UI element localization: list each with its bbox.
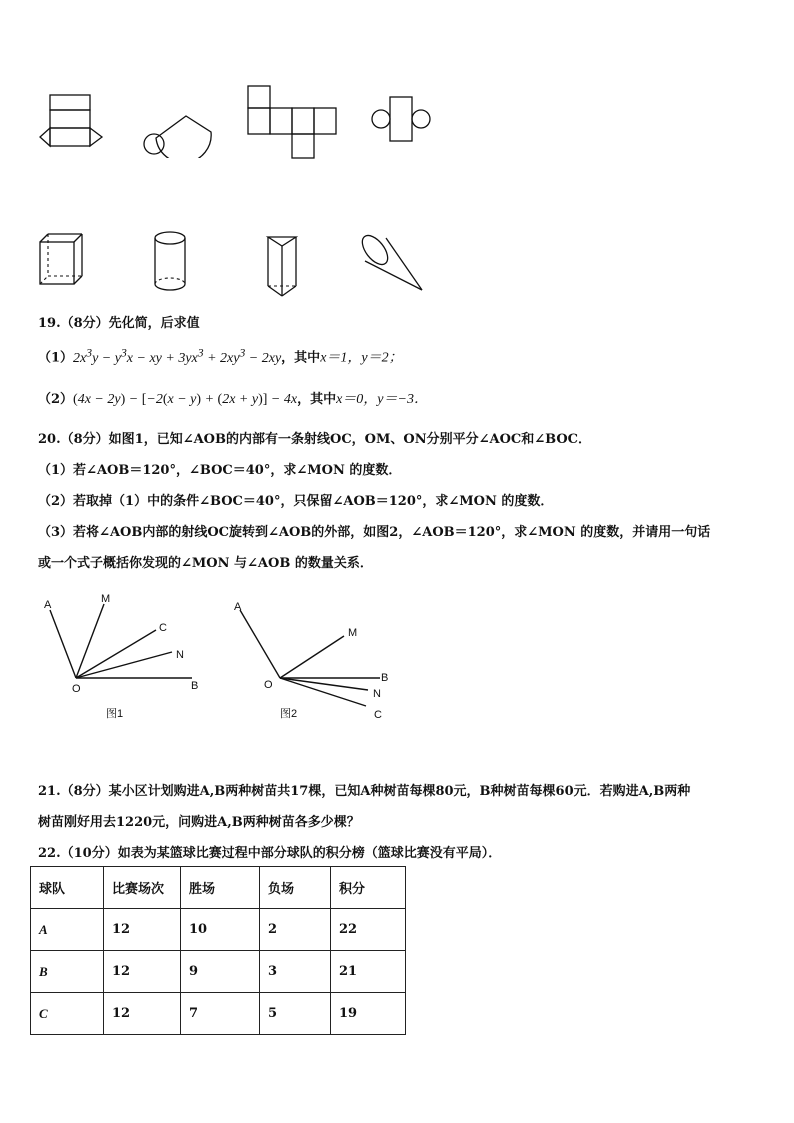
ray-oc <box>76 630 156 678</box>
net-cylinder <box>368 94 434 144</box>
label-a: A <box>234 601 242 613</box>
q22-header: 22.（10分）如表为某篮球比赛过程中部分球队的积分榜（篮球比赛没有平局）． <box>38 846 502 861</box>
net-cone <box>142 112 216 158</box>
ray-oa <box>240 610 280 678</box>
q19-part2-expression: (4x − 2y) − [−2(x − y) + (2x + y)] − 4x <box>73 392 298 407</box>
solid-triangular-prism <box>262 234 302 300</box>
label-b: B <box>381 672 389 684</box>
q20-figure-2-caption: 图2 <box>280 708 298 720</box>
q21-text-line-1: 21.（8分）某小区计划购进A,B两种树苗共17棵，已知A种树苗每棵80元，B种树苗每棵60元．若购进A,B两种 <box>38 784 691 799</box>
ray-on <box>76 652 172 678</box>
cell-team: A <box>31 909 104 951</box>
header-points: 积分 <box>331 867 406 909</box>
solid-cylinder <box>150 228 190 296</box>
label-m: M <box>101 593 111 605</box>
q20-part3-continued: 或一个式子概括你发现的∠MON 与∠AOB 的数量关系． <box>38 556 373 571</box>
cell-games: 12 <box>104 951 181 993</box>
label-c: C <box>159 622 167 634</box>
solid-cone <box>360 230 430 294</box>
q20-figure-2 <box>228 596 398 724</box>
ray-oa <box>50 610 76 678</box>
solid-cuboid <box>36 230 86 290</box>
label-m: M <box>348 627 358 639</box>
net-triangular-prism <box>36 92 108 152</box>
cell-games: 12 <box>104 909 181 951</box>
q19-part1-label: （1） <box>38 350 74 366</box>
header-wins: 胜场 <box>181 867 260 909</box>
label-b: B <box>191 680 199 692</box>
table-header-row <box>31 867 406 909</box>
q19-part2-condition: x＝0，y＝−3． <box>336 392 428 407</box>
cell-games: 12 <box>104 993 181 1035</box>
ray-oc <box>280 678 366 706</box>
net-cube <box>246 84 338 162</box>
q20-part2: （2）若取掉（1）中的条件∠BOC＝40°，只保留∠AOB＝120°，求∠MON 的度数． <box>38 494 554 509</box>
q19-part2-condition-prefix: ，其中 <box>297 392 337 407</box>
cell-wins: 10 <box>181 909 260 951</box>
cell-points: 21 <box>331 951 406 993</box>
cell-team: C <box>31 993 104 1035</box>
cell-losses: 3 <box>260 951 331 993</box>
label-a: A <box>44 599 52 611</box>
header-losses: 负场 <box>260 867 331 909</box>
q20-part3: （3）若将∠AOB内部的射线OC旋转到∠AOB的外部，如图2，∠AOB＝120°，求∠MON 的度数，并请用一句话 <box>38 525 711 540</box>
q20-part1: （1）若∠AOB＝120°，∠BOC＝40°，求∠MON 的度数． <box>38 463 402 478</box>
label-n: N <box>176 649 184 661</box>
q19-part2 <box>38 388 428 408</box>
label-c: C <box>374 709 382 721</box>
ray-om <box>280 636 344 678</box>
q19-part1-condition: x＝1，y＝2； <box>320 350 403 366</box>
standings-table <box>30 866 406 1035</box>
label-o: O <box>72 683 81 695</box>
table-row <box>31 993 406 1035</box>
q19-part1-expression: $2x^3y - y^3x$ − xy + $3yx^3 + 2xy^3 - 2xy$ <box>73 346 282 366</box>
q19-part1 <box>38 346 403 367</box>
q19-header: 19.（8分）先化简，后求值 <box>38 316 200 331</box>
cell-losses: 5 <box>260 993 331 1035</box>
header-team: 球队 <box>31 867 104 909</box>
label-n: N <box>373 688 381 700</box>
cell-team: B <box>31 951 104 993</box>
q19-part1-condition-prefix: ，其中 <box>281 350 321 366</box>
q19-part2-label: （2） <box>38 392 74 407</box>
q21-text-line-2: 树苗刚好用去1220元，问购进A,B两种树苗各多少棵？ <box>38 815 360 830</box>
cell-wins: 7 <box>181 993 260 1035</box>
q20-figure-1 <box>38 588 208 696</box>
table-row <box>31 909 406 951</box>
cell-points: 22 <box>331 909 406 951</box>
ray-om <box>76 604 104 678</box>
header-games: 比赛场次 <box>104 867 181 909</box>
cell-wins: 9 <box>181 951 260 993</box>
table-row <box>31 951 406 993</box>
cell-losses: 2 <box>260 909 331 951</box>
cell-points: 19 <box>331 993 406 1035</box>
ray-on <box>280 678 368 690</box>
q20-figure-1-caption: 图1 <box>106 708 124 720</box>
q20-header: 20.（8分）如图1，已知∠AOB的内部有一条射线OC，OM、ON分别平分∠AOC和∠BOC． <box>38 432 592 447</box>
label-o: O <box>264 679 273 691</box>
